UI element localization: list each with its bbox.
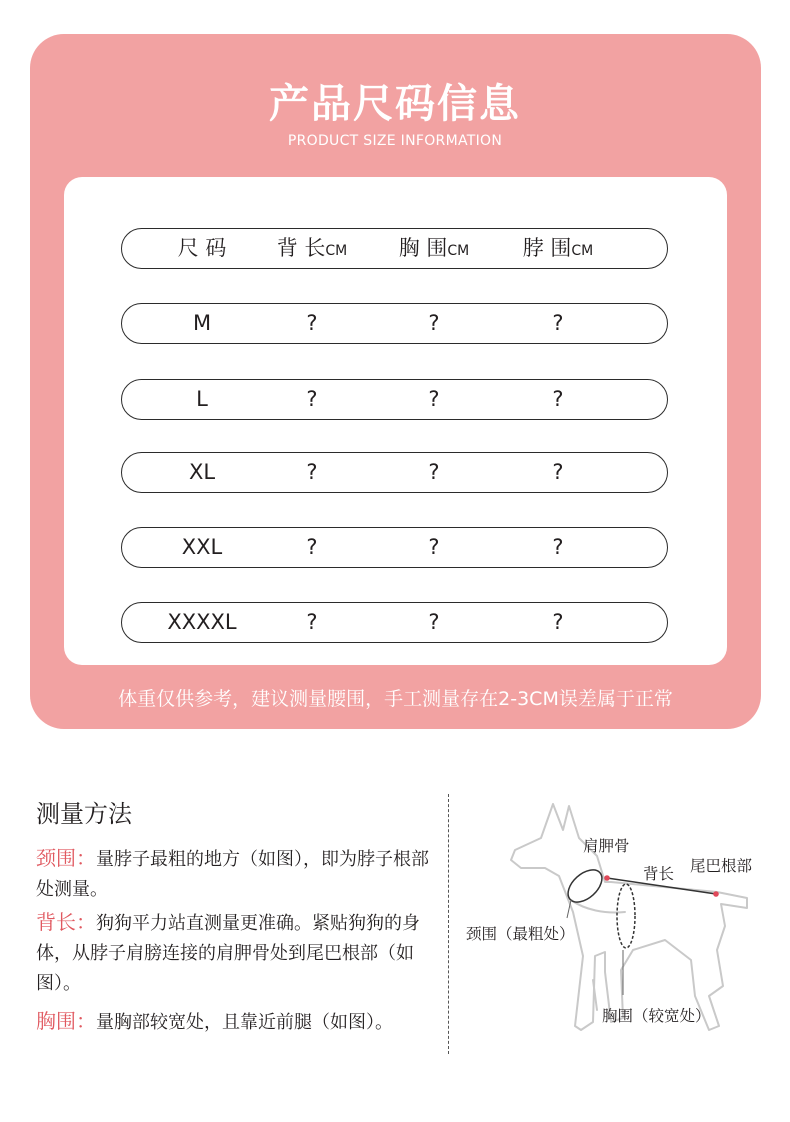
size-cell: L [196, 387, 208, 411]
label-chest-girth: 胸围（较宽处） [602, 1007, 711, 1025]
neck-cell: ? [552, 535, 564, 559]
method-neck-text: 量脖子最粗的地方（如图），即为脖子根部处测量。 [36, 849, 429, 900]
method-back-label: 背长： [36, 910, 96, 934]
table-row [121, 527, 668, 568]
measurement-note: 体重仅供参考，建议测量腰围，手工测量存在2-3CM误差属于正常 [118, 688, 673, 710]
size-table-header-row [121, 228, 668, 269]
back-length-cell: ? [306, 610, 318, 634]
header-back-length: 背 长CM [276, 236, 348, 260]
method-chest [36, 1006, 446, 1038]
back-length-cell: ? [306, 311, 318, 335]
table-row [121, 602, 668, 643]
neck-cell: ? [552, 460, 564, 484]
chest-measure-loop [617, 884, 635, 948]
page-title: 产品尺码信息 [269, 81, 521, 127]
label-tail-base: 尾巴根部 [690, 857, 753, 875]
header-neck: 脖 围CM [522, 236, 594, 260]
method-chest-text: 量胸部较宽处，且靠近前腿（如图）。 [96, 1012, 393, 1033]
table-row [121, 303, 668, 344]
chest-cell: ? [428, 311, 440, 335]
neck-cell: ? [552, 387, 564, 411]
shoulder-marker-icon [604, 875, 610, 881]
size-cell: XXL [181, 535, 223, 559]
header-chest: 胸 围CM [398, 236, 470, 260]
method-back [36, 907, 446, 999]
neck-cell: ? [552, 610, 564, 634]
chest-cell: ? [428, 535, 440, 559]
method-neck [36, 843, 446, 905]
chest-cell: ? [428, 460, 440, 484]
neck-cell: ? [552, 311, 564, 335]
chest-cell: ? [428, 387, 440, 411]
label-shoulder: 肩胛骨 [583, 837, 630, 855]
table-row [121, 379, 668, 420]
method-back-text: 狗狗平力站直测量更准确。紧贴狗狗的身体，从脖子肩膀连接的肩胛骨处到尾巴根部（如图）。 [36, 913, 420, 994]
back-length-cell: ? [306, 460, 318, 484]
method-chest-label: 胸围： [36, 1009, 96, 1033]
method-title: 测量方法 [36, 800, 132, 828]
table-row [121, 452, 668, 493]
label-neck-girth: 颈围（最粗处） [466, 925, 575, 943]
back-length-cell: ? [306, 387, 318, 411]
label-back-length: 背长 [643, 865, 675, 883]
size-cell: M [192, 311, 212, 335]
chest-cell: ? [428, 610, 440, 634]
page-subtitle: PRODUCT SIZE INFORMATION [287, 133, 503, 149]
size-cell: XXXXL [167, 610, 237, 634]
back-length-cell: ? [306, 535, 318, 559]
section-divider [448, 794, 449, 1054]
size-cell: XL [188, 460, 216, 484]
tail-marker-icon [713, 891, 719, 897]
method-neck-label: 颈围： [36, 846, 96, 870]
header-size: 尺 码 [177, 236, 227, 260]
